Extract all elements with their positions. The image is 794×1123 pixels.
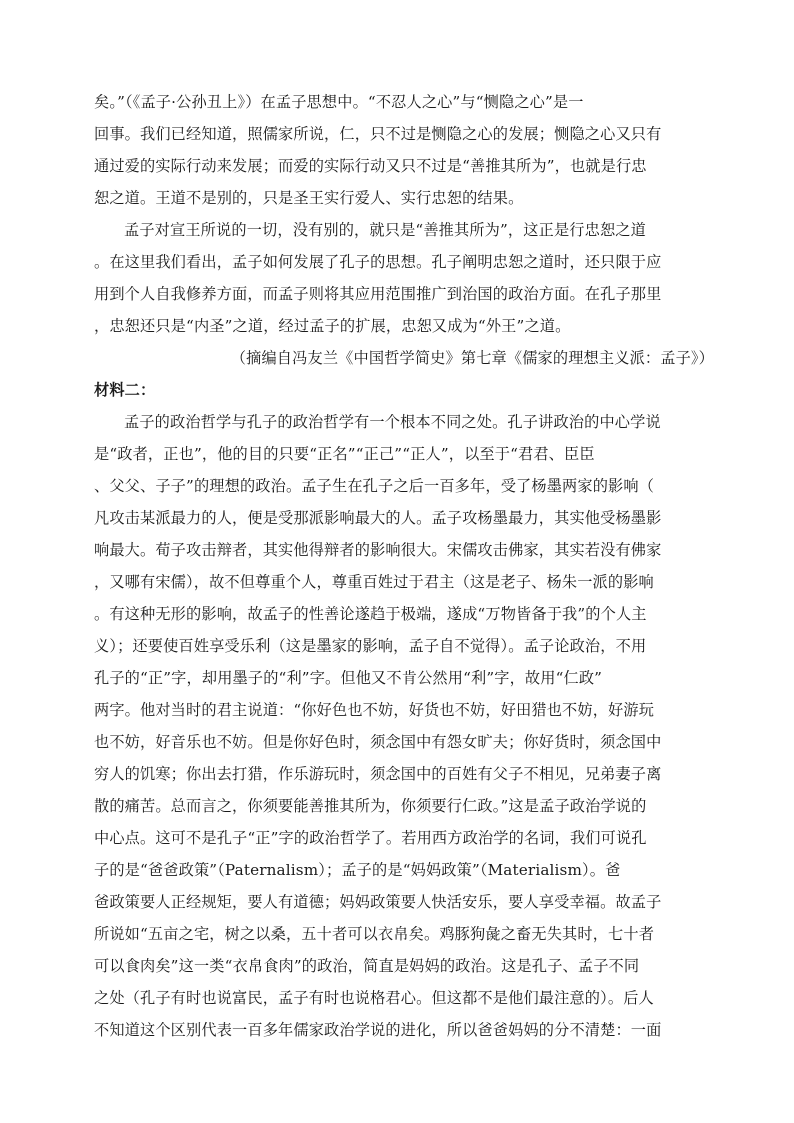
paragraph-line: 散的痛苦。总而言之，你须要能善推其所为，你须要行仁政。”这是孟子政治学说的 [94,797,647,815]
paragraph-line: 回事。我们已经知道，照儒家所说，仁，只不过是恻隐之心的发展；恻隐之心又只有 [94,125,662,143]
paragraph-line: ，忠恕还只是“内圣”之道，经过孟子的扩展，忠恕又成为“外王”之道。 [94,317,571,335]
paragraph-line: 响最大。荀子攻击辩者，其实他得辩者的影响很大。宋儒攻击佛家，其实若没有佛家 [94,541,662,559]
paragraph-line: 所说如“五亩之宅，树之以桑，五十者可以衣帛矣。鸡豚狗彘之畜无失其时，七十者 [94,925,655,943]
material-heading: 材料二： [94,381,156,399]
paragraph-line: 也不妨，好音乐也不妨。但是你好色时，须念国中有怨女旷夫；你好货时，须念国中 [94,733,662,751]
paragraph-line: 孟子的政治哲学与孔子的政治哲学有一个根本不同之处。孔子讲政治的中心学说 [124,413,661,431]
paragraph-line: 之处（孔子有时也说富民，孟子有时也说格君心。但这都不是他们最注意的）。后人 [94,989,654,1007]
paragraph-line: 中心点。这可不是孔子“正”字的政治哲学了。若用西方政治学的名词，我们可说孔 [94,829,647,847]
paragraph-line: 孔子的“正”字，却用墨子的“利”字。但他又不肯公然用“利”字，故用“仁政” [94,669,603,687]
paragraph-line: 两字。他对当时的君主说道：“你好色也不妨，好货也不妨，好田猎也不妨，好游玩 [94,701,655,719]
source-citation: （摘编自冯友兰《中国哲学简史》第七章《儒家的理想主义派：孟子》） [230,349,714,367]
paragraph-line: 。有这种无形的影响，故孟子的性善论遂趋于极端，遂成“万物皆备于我”的个人主 [94,605,647,623]
paragraph-line: 恕之道。王道不是别的，只是圣王实行爱人、实行忠恕的结果。 [94,189,524,207]
paragraph-line: 子的是“爸爸政策”（Paternalism）；孟子的是“妈妈政策”（Materialism）。爸 [94,861,621,879]
paragraph-line: 可以食肉矣”这一类“衣帛食肉”的政治，简直是妈妈的政治。这是孔子、孟子不同 [94,957,640,975]
paragraph-line: 用到个人自我修养方面，而孟子则将其应用范围推广到治国的政治方面。在孔子那里 [94,285,662,303]
paragraph-line: ，又哪有宋儒），故不但尊重个人，尊重百姓过于君主（这是老子、杨朱一派的影响 [94,573,654,591]
paragraph-line: 、父父、子子”的理想的政治。孟子生在孔子之后一百多年，受了杨墨两家的影响（ [94,477,655,495]
paragraph-line: 穷人的饥寒；你出去打猎，作乐游玩时，须念国中的百姓有父子不相见，兄弟妻子离 [94,765,662,783]
paragraph-line: 爸政策要人正经规矩，要人有道德；妈妈政策要人快活安乐，要人享受幸福。故孟子 [94,893,662,911]
paragraph-line: 不知道这个区别代表一百多年儒家政治学说的进化，所以爸爸妈妈的分不清楚：一面 [94,1021,662,1039]
paragraph-line: 义）；还要使百姓享受乐利（这是墨家的影响，孟子自不觉得）。孟子论政治，不用 [94,637,647,655]
paragraph-line: 矣。”（《孟子·公孙丑上》）在孟子思想中。“不忍人之心”与“恻隐之心”是一 [94,93,584,111]
paragraph-line: 通过爱的实际行动来发展；而爱的实际行动又只不过是“善推其所为”，也就是行忠 [94,157,647,175]
paragraph-line: 孟子对宣王所说的一切，没有别的，就只是“善推其所为”，这正是行忠恕之道 [124,221,646,239]
paragraph-line: 。在这里我们看出，孟子如何发展了孔子的思想。孔子阐明忠恕之道时，还只限于应 [94,253,662,271]
paragraph-line: 凡攻击某派最力的人，便是受那派影响最大的人。孟子攻杨墨最力，其实他受杨墨影 [94,509,662,527]
paragraph-line: 是“政者，正也”，他的目的只要“正名”“正己”“正人”，以至于“君君、臣臣 [94,445,595,463]
